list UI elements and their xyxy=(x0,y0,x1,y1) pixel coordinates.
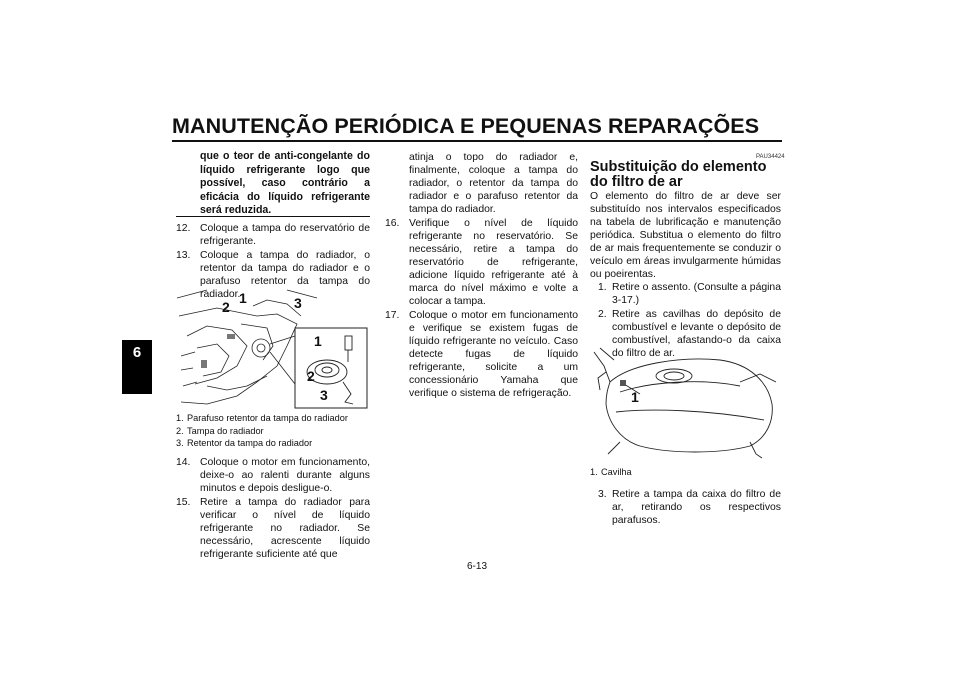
list-item: 2. Retire as cavilhas do depósito de combustível e levante o depósito de combustível, afastando-o da caixa do filtro de ar. xyxy=(598,309,781,359)
section-body xyxy=(590,190,781,361)
title-rule xyxy=(172,140,782,142)
radiator-figure xyxy=(177,286,371,412)
figure2-captions xyxy=(590,466,780,479)
steps-col2 xyxy=(385,151,578,401)
page-number: 6-13 xyxy=(467,561,488,572)
section-steps-after xyxy=(590,488,781,528)
caption-item: 1. Cavilha xyxy=(590,467,632,477)
fuel-tank-illustration xyxy=(590,342,780,460)
callout-1-detail: 1 xyxy=(314,333,322,349)
callout-2-detail: 2 xyxy=(307,368,315,384)
list-item: 16. Verifique o nível de líquido refrigerante no reservatório. Se necessário, retire a tampa do reservatório de refrigerante, adicione líquido refrigerante até à marca do nível máximo e volte a colocar a tampa. xyxy=(385,218,578,307)
fuel-tank-figure xyxy=(590,342,780,460)
figure1-captions xyxy=(176,412,372,450)
section-code: PAU34424 xyxy=(756,154,785,160)
section-heading: Substituição do elemento do filtro de ar xyxy=(590,159,767,190)
list-item: 13. Coloque a tampa do radiador, o retentor da tampa do radiador e o parafuso retentor da tampa do radiador. xyxy=(176,250,370,300)
callout-1-tank: 1 xyxy=(631,389,639,405)
section-intro: O elemento do filtro de ar deve ser substituído nos intervalos especificados na tabela de lubrificação e manutenção periódica. Substitua o elemento do filtro de ar mais frequentemente se conduzir o veículo em áreas invulgarmente húmidas ou poeirentas. xyxy=(590,191,781,280)
callout-3: 3 xyxy=(294,295,302,311)
caption-item: 3. Retentor da tampa do radiador xyxy=(176,438,313,448)
list-item: 1. Retire o assento. (Consulte a página 3-17.) xyxy=(598,282,781,306)
caption-item: 1. Parafuso retentor da tampa do radiador xyxy=(176,413,348,423)
caption-item: 2. Tampa do radiador xyxy=(176,425,264,436)
continuation-text: atinja o topo do radiador e, finalmente, coloque a tampa do radiador, o retentor da tampa do radiador e o parafuso retentor da tampa do radiador. xyxy=(409,152,578,215)
callout-2: 2 xyxy=(222,299,230,315)
list-item: 15. Retire a tampa do radiador para verificar o nível de líquido refrigerante no radiador. Se necessário, acrescente líquido refrigerante suficiente até que xyxy=(176,497,370,560)
steps-col1-bottom xyxy=(176,456,370,562)
list-item: 12. Coloque a tampa do reservatório de refrigerante. xyxy=(176,223,370,247)
list-item: 17. Coloque o motor em funcionamento e verifique se existem fugas de líquido refrigerante no veículo. Caso detecte fugas de líquido refrigerante, solicite a um concessionário Yamaha que verifique o sistema de refrigeração. xyxy=(385,310,578,399)
callout-3-detail: 3 xyxy=(320,387,328,403)
radiator-illustration xyxy=(177,286,371,412)
list-item: 3. Retire a tampa da caixa do filtro de ar, retirando os respectivos parafusos. xyxy=(598,489,781,526)
warning-text: que o teor de anti-congelante do líquido refrigerante logo que possível, caso contrário a eficácia do líquido refrigerante será reduzida. xyxy=(200,150,370,216)
callout-1: 1 xyxy=(239,290,247,306)
chapter-tab: 6 xyxy=(122,340,152,394)
page-title: MANUTENÇÃO PERIÓDICA E PEQUENAS REPARAÇÕES xyxy=(172,114,760,138)
warning-rule xyxy=(176,216,370,217)
list-item: 14. Coloque o motor em funcionamento, deixe-o ao ralenti durante alguns minutos e depois desligue-o. xyxy=(176,457,370,494)
